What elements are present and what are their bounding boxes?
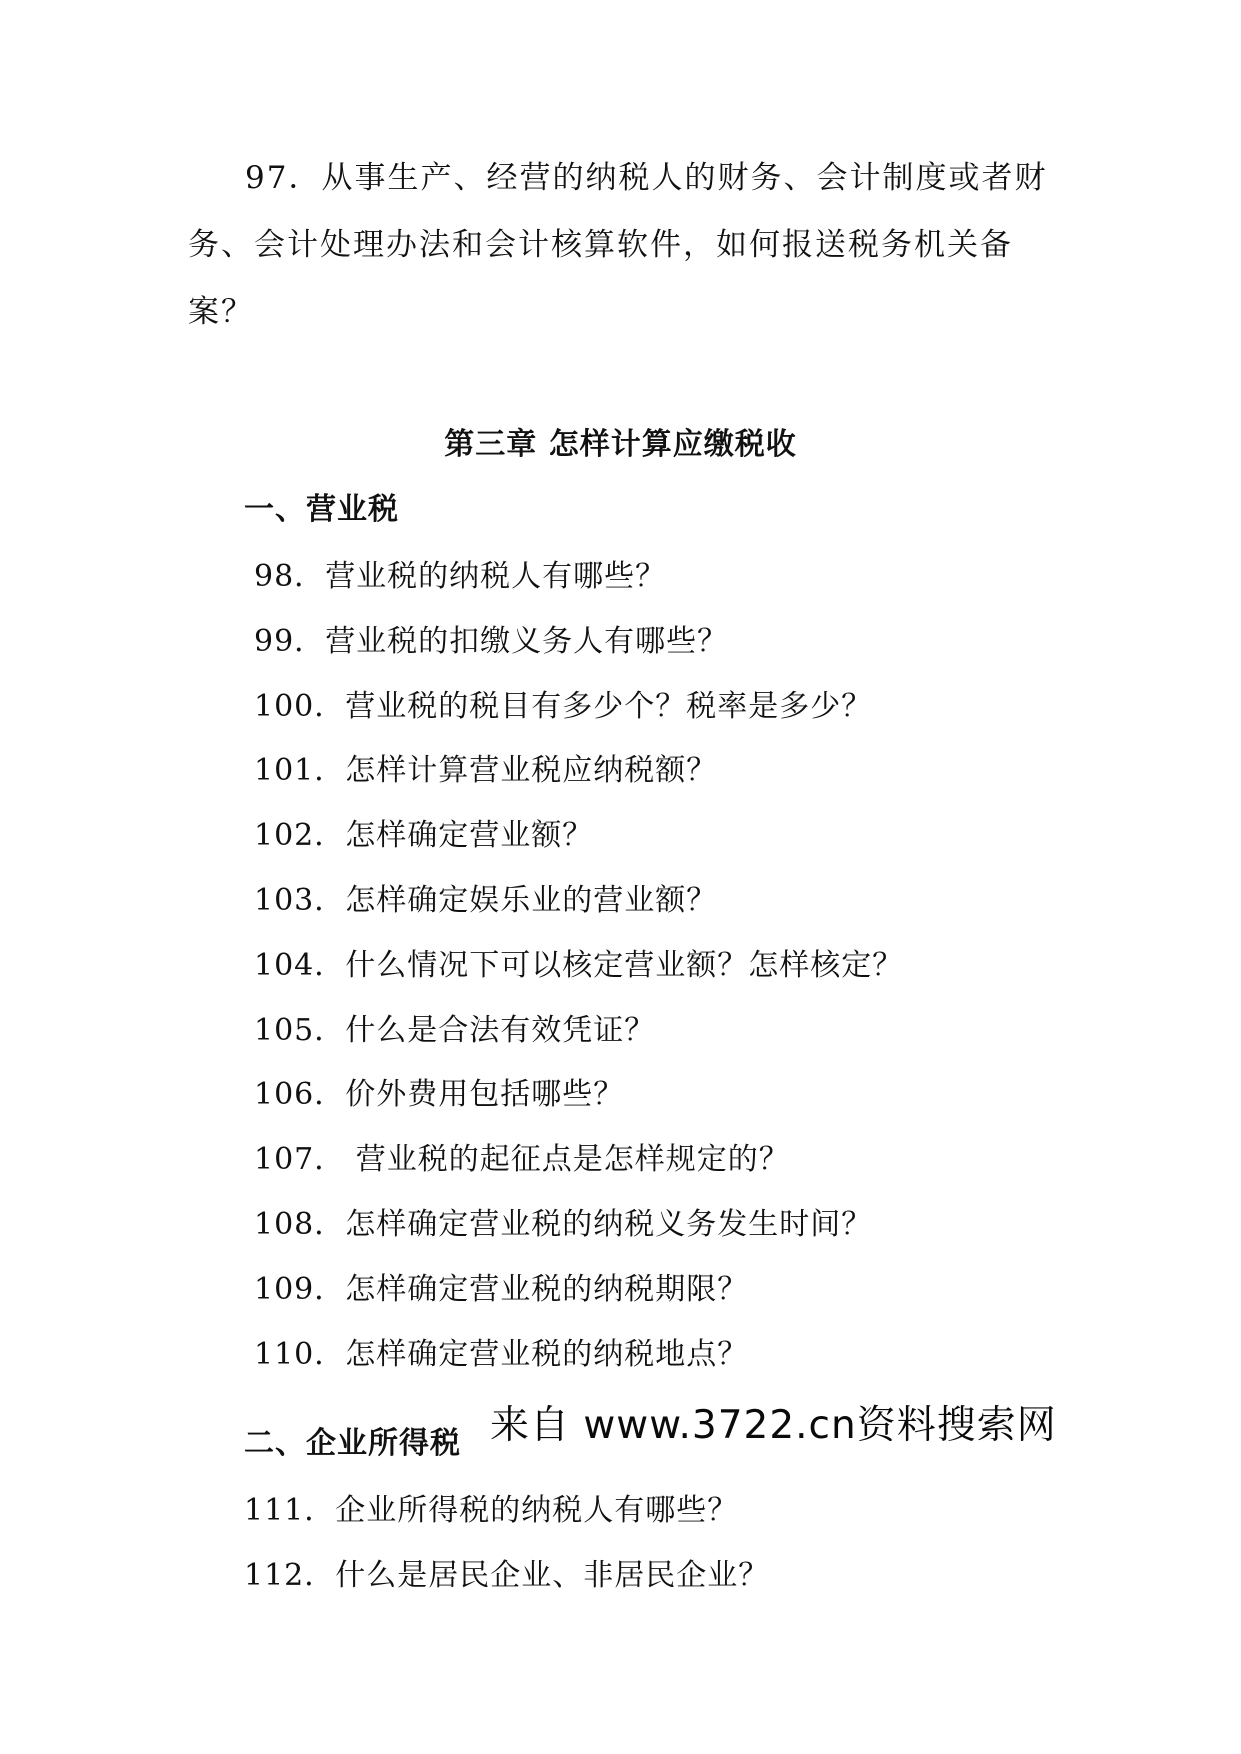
- section-heading-enterprise-income-tax: 二、企业所得税: [244, 1426, 461, 1461]
- item-number: 108．: [254, 1207, 346, 1242]
- item-question: 企业所得税的纳税人有哪些？: [335, 1493, 739, 1528]
- item-number: 112．: [244, 1558, 336, 1593]
- section-heading-business-tax: 一、营业税: [244, 492, 399, 527]
- list-item: [254, 881, 717, 921]
- item-question: 什么是居民企业、非居民企业？: [335, 1558, 770, 1593]
- item-question: 怎样确定营业额？: [345, 818, 594, 853]
- item-number: 104．: [254, 948, 346, 983]
- list-item: [254, 1270, 748, 1310]
- item-question: 怎样确定娱乐业的营业额？: [345, 883, 718, 918]
- item-question: 什么是合法有效凭证？: [345, 1013, 656, 1048]
- watermark-text: 来自 www.3722.cn资料搜索网: [490, 1403, 1057, 1448]
- chapter-title: 第三章 怎样计算应缴税收: [444, 427, 797, 462]
- list-item: [254, 622, 728, 662]
- list-item: [254, 1075, 624, 1115]
- intro-line-3: 案？: [188, 294, 254, 330]
- list-item: [254, 946, 903, 986]
- list-item: [254, 1335, 748, 1375]
- list-item: [254, 1140, 790, 1180]
- item-number: 98．: [254, 559, 326, 594]
- item-number: 110．: [254, 1337, 346, 1372]
- item-number: 105．: [254, 1013, 346, 1048]
- item-number: 100．: [254, 689, 346, 724]
- item-question: 怎样确定营业税的纳税地点？: [345, 1337, 749, 1372]
- list-item: [244, 1491, 738, 1531]
- intro-line-1: 97．从事生产、经营的纳税人的财务、会计制度或者财: [245, 160, 1048, 196]
- list-item: [254, 751, 717, 791]
- item-question: 怎样确定营业税的纳税期限？: [345, 1272, 749, 1307]
- item-number: 102．: [254, 818, 346, 853]
- item-number: 103．: [254, 883, 346, 918]
- list-item: [254, 1011, 655, 1051]
- item-question: 怎样计算营业税应纳税额？: [345, 753, 718, 788]
- item-question: 营业税的税目有多少个？税率是多少？: [345, 689, 873, 724]
- item-question: 营业税的扣缴义务人有哪些？: [325, 624, 729, 659]
- list-item: [254, 687, 872, 727]
- item-number: 99．: [254, 624, 326, 659]
- list-item: [254, 1205, 872, 1245]
- item-question: 什么情况下可以核定营业额？怎样核定？: [345, 948, 904, 983]
- item-question: 营业税的纳税人有哪些？: [325, 559, 667, 594]
- item-number: 101．: [254, 753, 346, 788]
- intro-line-2: 务、会计处理办法和会计核算软件，如何报送税务机关备: [188, 227, 1013, 263]
- item-question: 价外费用包括哪些？: [345, 1077, 625, 1112]
- list-item: [254, 816, 593, 856]
- list-item: [244, 1556, 769, 1596]
- list-item: [254, 557, 666, 597]
- item-number: 111．: [244, 1493, 336, 1528]
- item-number: 107．: [254, 1142, 346, 1177]
- item-number: 109．: [254, 1272, 346, 1307]
- item-question: 怎样确定营业税的纳税义务发生时间？: [345, 1207, 873, 1242]
- item-number: 106．: [254, 1077, 346, 1112]
- item-question: 营业税的起征点是怎样规定的？: [345, 1142, 790, 1177]
